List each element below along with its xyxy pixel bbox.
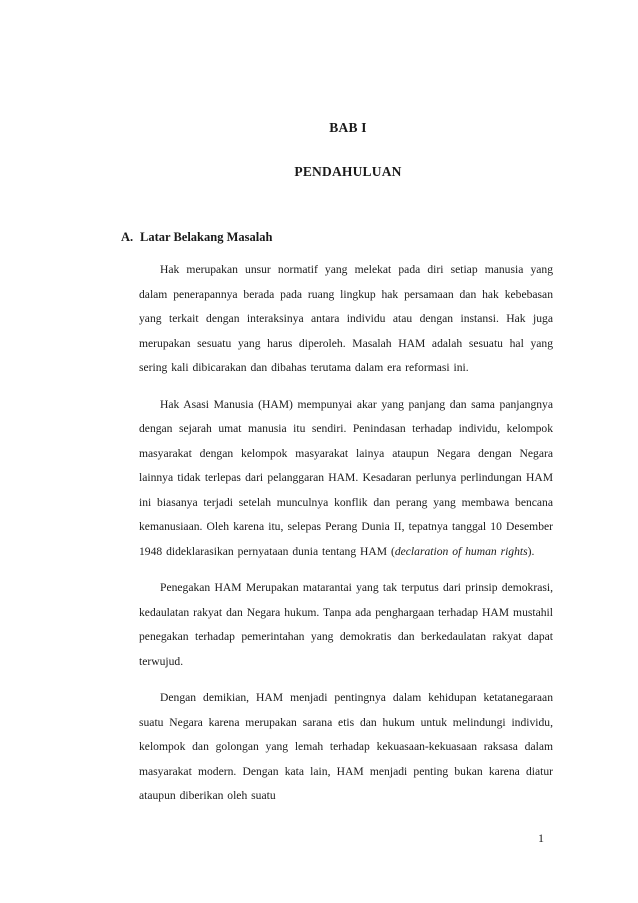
paragraph-2-text-before: Hak Asasi Manusia (HAM) mempunyai akar yang panjang dan sama panjangnya dengan sejarah umat manusia itu sendiri. Penindasan terhadap individu, kelompok masyarakat dengan kelompok masyarakat lainya ataupun Negara dengan Negara lainnya tidak terlepas dari pelanggaran HAM. Kesadaran perlunya perlindungan HAM ini biasanya terjadi setelah munculnya konflik dan perang yang membawa bencana kemanusiaan. Oleh karena itu, selepas Perang Dunia II, tepatnya tanggal 10 Desember 1948 dideklarasikan pernyataan dunia tentang HAM ( [139,397,553,558]
paragraph-4: Dengan demikian, HAM menjadi pentingnya dalam kehidupan ketatanegaraan suatu Negara karena merupakan sarana etis dan hukum untuk melindungi individu, kelompok dan golongan yang lemah terhadap kekuasaan-kekuasaan raksasa dalam masyarakat modern. Dengan kata lain, HAM menjadi penting bukan karena diatur ataupun diberikan oleh suatu [139,691,553,802]
chapter-number: BAB I [329,120,367,135]
paragraph-3: Penegakan HAM Merupakan matarantai yang tak terputus dari prinsip demokrasi, kedaulatan rakyat dan Negara hukum. Tanpa ada penghargaan terhadap HAM mustahil penegakan terhadap pemerintahan yang demokratis dan berkedaulatan rakyat dapat terwujud. [139,581,553,668]
chapter-title: PENDAHULUAN [294,164,402,179]
section-title: Latar Belakang Masalah [140,230,273,244]
paragraph-2-italic-term: declaration of human rights [394,544,528,558]
page-number: 1 [538,831,544,845]
paragraph-2-text-after: ). [527,544,535,558]
section-heading [121,230,272,245]
paragraph-1: Hak merupakan unsur normatif yang melekat pada diri setiap manusia yang dalam penerapannya berada pada ruang lingkup hak persamaan dan hak kebebasan yang terkait dengan interaksinya antara individu atau dengan instansi. Hak juga merupakan sesuatu yang harus diperoleh. Masalah HAM adalah sesuatu hal yang sering kali dibicarakan dan dibahas terutama dalam era reformasi ini. [139,263,553,374]
paragraph-2 [139,393,553,565]
body-text [139,258,553,821]
section-label: A. [121,230,134,244]
